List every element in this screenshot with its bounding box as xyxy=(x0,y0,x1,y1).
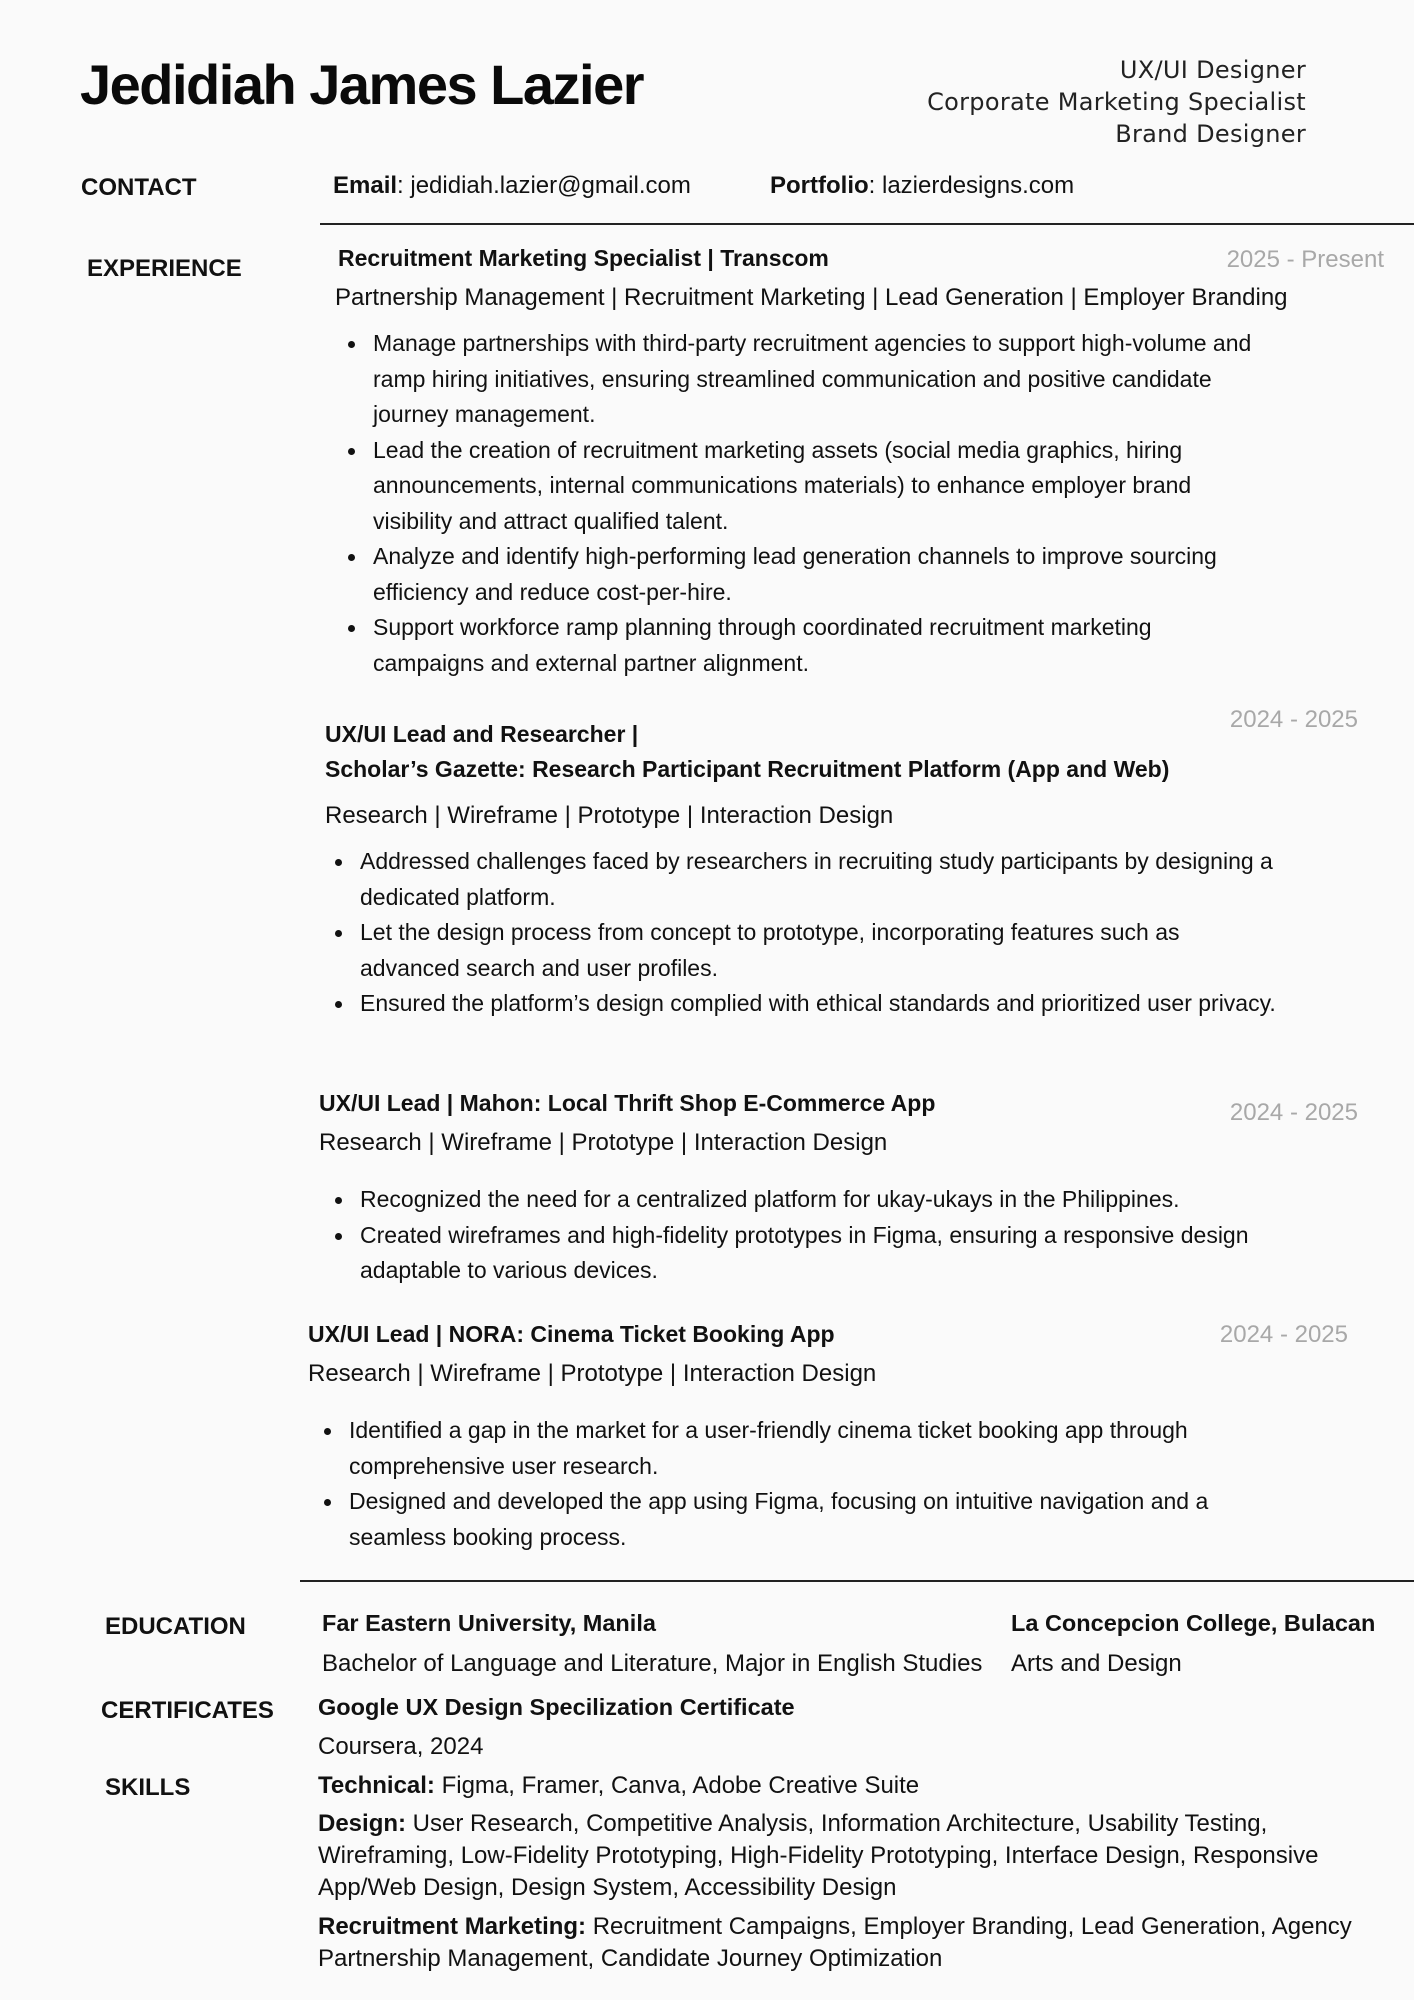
job-date: 2024 - 2025 xyxy=(1229,706,1358,733)
list-item: Recognized the need for a centralized platform for ukay-ukays in the Philippines. xyxy=(322,1182,1282,1218)
skill-text: Recruitment Campaigns, Employer Branding, Lead Generation, Agency Partnership Management, Candidate Journey Optimization xyxy=(318,1913,1352,1972)
skill-text: Figma, Framer, Canva, Adobe Creative Suite xyxy=(434,1772,920,1799)
skills-heading: SKILLS xyxy=(105,1774,191,1801)
certificate-issuer: Coursera, 2024 xyxy=(318,1733,484,1760)
education-heading: EDUCATION xyxy=(105,1613,246,1640)
divider xyxy=(320,223,1414,225)
job-date: 2024 - 2025 xyxy=(1229,1099,1358,1126)
skill-label: Recruitment Marketing: xyxy=(318,1913,587,1940)
list-item: Ensured the platform’s design complied with ethical standards and prioritized user privacy. xyxy=(322,986,1282,1022)
portfolio-label: Portfolio xyxy=(770,172,869,199)
contact-heading: CONTACT xyxy=(81,174,197,201)
skill-label: Technical: xyxy=(318,1772,435,1799)
portfolio-link[interactable]: lazierdesigns.com xyxy=(882,172,1075,199)
list-item: Lead the creation of recruitment marketing assets (social media graphics, hiring announcements, internal communications materials) to enhance employer brand visibility and attract qualified talent. xyxy=(335,433,1265,540)
school-program: Bachelor of Language and Literature, Major in English Studies xyxy=(322,1650,983,1677)
list-item: Addressed challenges faced by researchers in recruiting study participants by designing a dedicated platform. xyxy=(322,844,1282,915)
certificate-name: Google UX Design Specilization Certificate xyxy=(318,1694,795,1720)
list-item: Designed and developed the app using Figma, focusing on intuitive navigation and a seamless booking process. xyxy=(311,1484,1271,1555)
job-title: UX/UI Lead and Researcher | xyxy=(325,721,639,747)
title-line: UX/UI Designer xyxy=(1119,56,1306,84)
list-item: Analyze and identify high-performing lead generation channels to improve sourcing efficiency and reduce cost-per-hire. xyxy=(335,539,1265,610)
job-date: 2025 - Present xyxy=(1226,246,1384,273)
job-date: 2024 - 2025 xyxy=(1219,1321,1348,1348)
certificates-heading: CERTIFICATES xyxy=(101,1697,274,1724)
email-address[interactable]: jedidiah.lazier@gmail.com xyxy=(410,172,691,199)
school-program: Arts and Design xyxy=(1011,1650,1182,1677)
experience-heading: EXPERIENCE xyxy=(87,255,242,282)
list-item: Created wireframes and high-fidelity prototypes in Figma, ensuring a responsive design adaptable to various devices. xyxy=(322,1218,1282,1289)
job-tags: Research | Wireframe | Prototype | Interaction Design xyxy=(319,1129,888,1156)
job-bullets xyxy=(322,1182,1282,1289)
divider xyxy=(300,1580,1414,1582)
school-name: La Concepcion College, Bulacan xyxy=(1011,1610,1376,1636)
candidate-name: Jedidiah James Lazier xyxy=(80,53,644,116)
skill-design xyxy=(318,1808,1378,1904)
list-item: Manage partnerships with third-party recruitment agencies to support high-volume and ramp hiring initiatives, ensuring streamlined communication and positive candidate journey management. xyxy=(335,326,1265,433)
job-title: UX/UI Lead | NORA: Cinema Ticket Booking App xyxy=(308,1321,835,1347)
portfolio-line: Portfolio: lazierdesigns.com xyxy=(770,172,1075,199)
job-bullets xyxy=(335,326,1265,681)
list-item: Identified a gap in the market for a user-friendly cinema ticket booking app through comprehensive user research. xyxy=(311,1413,1271,1484)
email-line: Email: jedidiah.lazier@gmail.com xyxy=(333,172,691,199)
job-title: UX/UI Lead | Mahon: Local Thrift Shop E-Commerce App xyxy=(319,1090,936,1116)
job-tags: Partnership Management | Recruitment Marketing | Lead Generation | Employer Branding xyxy=(335,284,1288,311)
job-tags: Research | Wireframe | Prototype | Interaction Design xyxy=(308,1360,877,1387)
job-title-project: Scholar’s Gazette: Research Participant Recruitment Platform (App and Web) xyxy=(325,756,1170,782)
job-tags: Research | Wireframe | Prototype | Interaction Design xyxy=(325,802,894,829)
job-bullets xyxy=(322,844,1282,1022)
skill-recruitment xyxy=(318,1911,1378,1975)
job-titles xyxy=(927,54,1306,150)
job-title: Recruitment Marketing Specialist | Transcom xyxy=(338,245,829,271)
list-item: Let the design process from concept to prototype, incorporating features such as advanced search and user profiles. xyxy=(322,915,1282,986)
list-item: Support workforce ramp planning through coordinated recruitment marketing campaigns and external partner alignment. xyxy=(335,610,1265,681)
title-line: Brand Designer xyxy=(1115,120,1306,148)
title-line: Corporate Marketing Specialist xyxy=(927,88,1306,116)
job-bullets xyxy=(311,1413,1271,1555)
email-label: Email xyxy=(333,172,398,199)
school-name: Far Eastern University, Manila xyxy=(322,1610,656,1636)
skill-text: User Research, Competitive Analysis, Information Architecture, Usability Testing, Wireframing, Low-Fidelity Prototyping, High-Fidelity Prototyping, Interface Design, Responsive App/Web Design, Design System, Accessibility Design xyxy=(318,1810,1319,1901)
skill-technical xyxy=(318,1770,1378,1802)
skill-label: Design: xyxy=(318,1810,407,1837)
